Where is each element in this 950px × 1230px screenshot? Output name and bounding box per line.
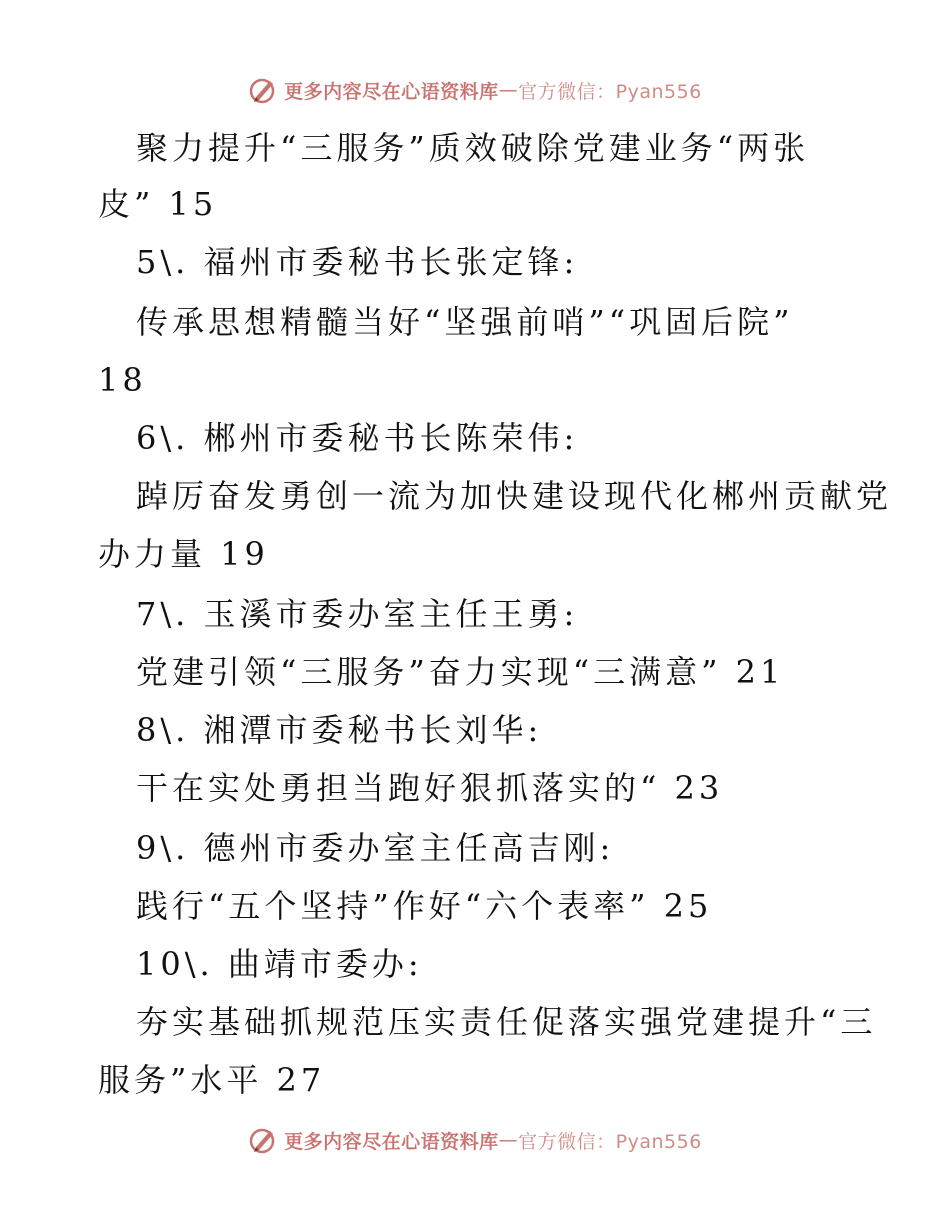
- toc-line: 践行“五个坚持”作好“六个表率” 25: [136, 887, 713, 925]
- pen-logo-icon: [248, 75, 278, 105]
- toc-line: 9\. 德州市委办室主任高吉刚:: [136, 829, 615, 867]
- toc-line: 踔厉奋发勇创一流为加快建设现代化郴州贡献党: [136, 477, 893, 515]
- pen-logo-icon: [248, 1125, 278, 1155]
- toc-line: 干在实处勇担当跑好狠抓落实的“ 23: [136, 769, 724, 807]
- watermark-brand: 更多内容尽在心语资料库: [284, 80, 499, 103]
- toc-line: 夯实基础抓规范压实责任促落实强党建提升“三: [136, 1003, 877, 1041]
- watermark-brand: 更多内容尽在心语资料库: [284, 1130, 499, 1153]
- toc-line: 办力量 19: [98, 535, 269, 573]
- watermark-separator: —: [498, 1129, 519, 1151]
- toc-line: 传承思想精髓当好“坚强前哨”“巩固后院”: [136, 303, 794, 341]
- toc-line: 5\. 福州市委秘书长张定锋:: [136, 243, 579, 281]
- toc-line: 18: [98, 361, 147, 399]
- watermark-footer: [0, 1120, 950, 1160]
- toc-line: 6\. 郴州市委秘书长陈荣伟:: [136, 419, 579, 457]
- toc-line: 皮” 15: [98, 185, 218, 223]
- toc-line: 聚力提升“三服务”质效破除党建业务“两张: [136, 129, 810, 167]
- watermark-contact: 官方微信：Pyan556: [518, 1130, 702, 1153]
- toc-line: 10\. 曲靖市委办:: [136, 945, 423, 983]
- toc-line: 服务”水平 27: [98, 1061, 326, 1099]
- watermark-separator: —: [498, 79, 519, 101]
- toc-line: 党建引领“三服务”奋力实现“三满意” 21: [136, 653, 785, 691]
- toc-line: 7\. 玉溪市委办室主任王勇:: [136, 595, 579, 633]
- toc-line: 8\. 湘潭市委秘书长刘华:: [136, 711, 543, 749]
- watermark-header: [0, 70, 950, 110]
- watermark-contact: 官方微信：Pyan556: [518, 80, 702, 103]
